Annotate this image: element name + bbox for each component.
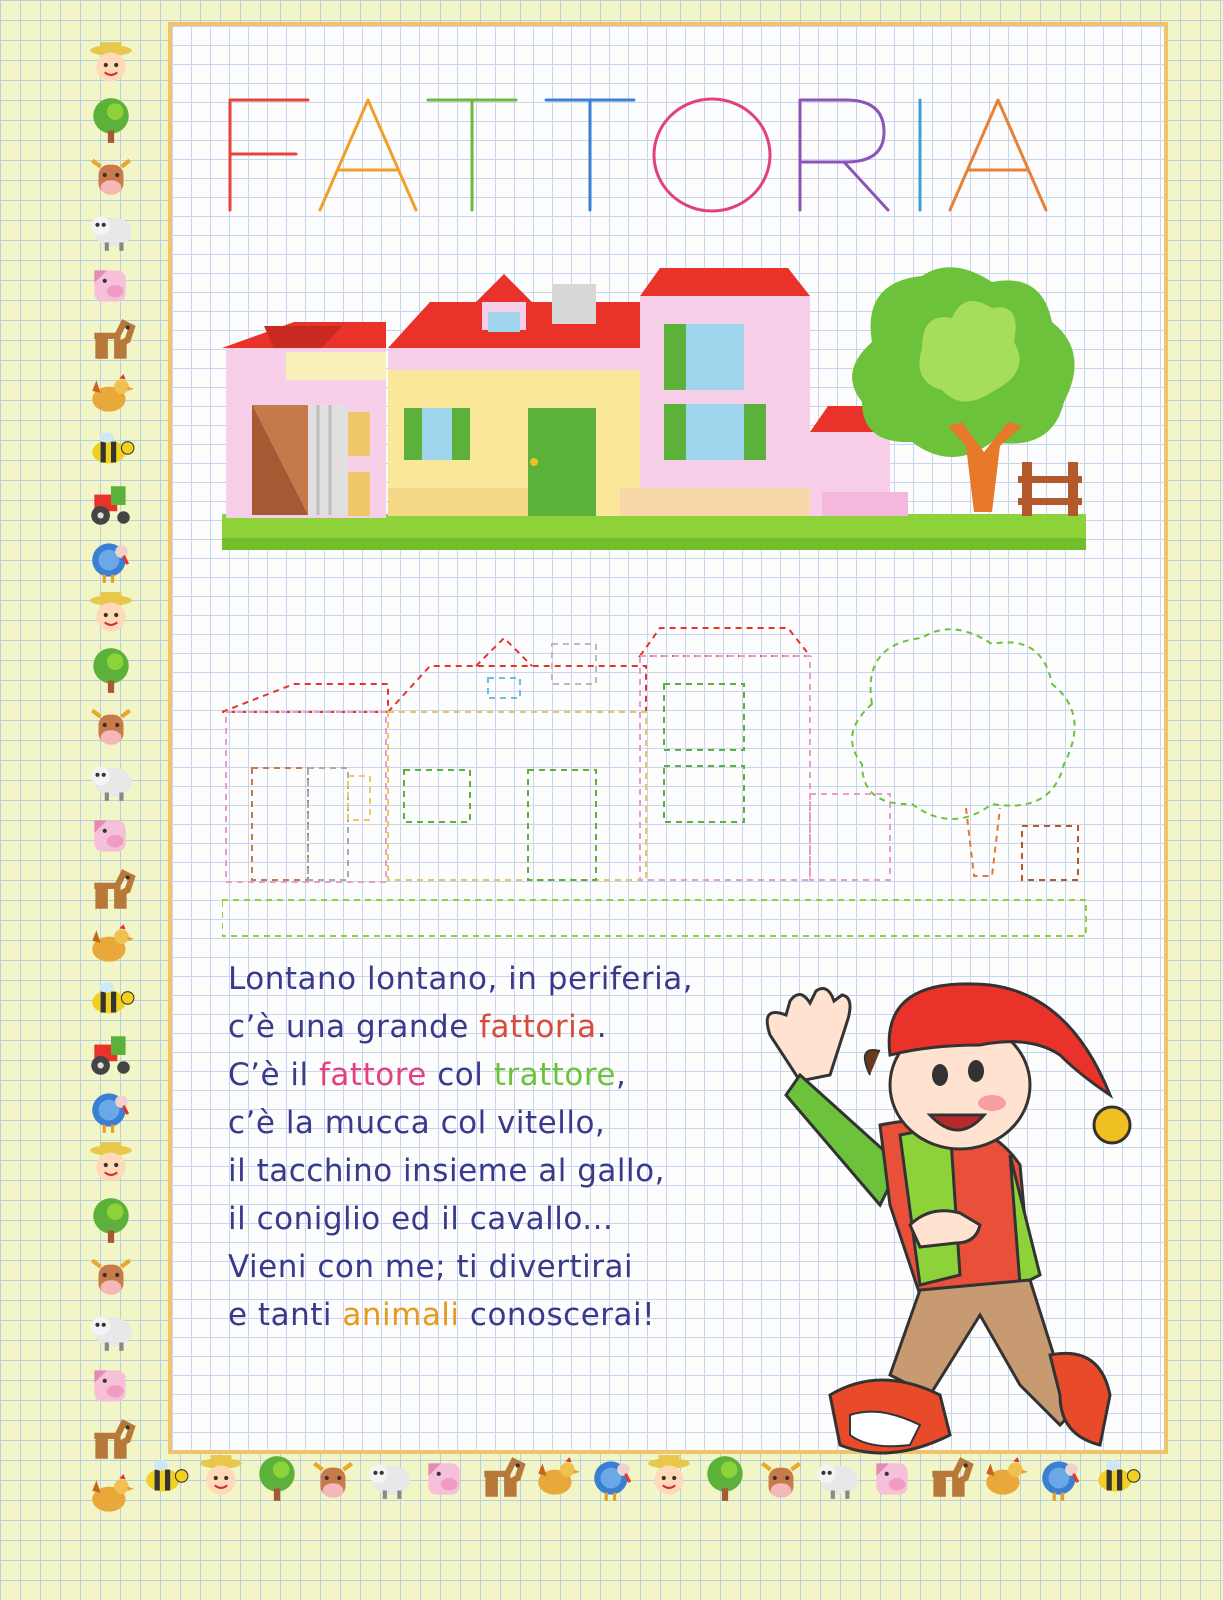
highlighted-word: fattoria xyxy=(479,1009,597,1045)
title-letter-f xyxy=(230,100,308,210)
poem-text: Vieni con me; ti divertirai xyxy=(228,1249,634,1285)
title-letter-a xyxy=(320,100,416,210)
pig-icon xyxy=(868,1453,918,1503)
sheep-icon xyxy=(86,205,136,255)
fence xyxy=(1018,462,1082,516)
bottom-animal-border xyxy=(140,1445,1150,1525)
trace-grass xyxy=(222,900,1086,936)
tree-icon xyxy=(700,1453,750,1503)
sheep-icon xyxy=(86,1305,136,1355)
sheep-icon xyxy=(812,1453,862,1503)
main-house xyxy=(388,274,646,516)
turkey-icon xyxy=(86,1085,136,1135)
farmer-icon xyxy=(86,40,136,90)
tractor-icon xyxy=(86,1030,136,1080)
cow-icon xyxy=(86,150,136,200)
title-fattoria xyxy=(220,92,1070,222)
highlighted-word: animali xyxy=(342,1297,460,1333)
title-letter-t2 xyxy=(546,100,634,210)
bee-icon xyxy=(1092,1453,1142,1503)
turkey-icon xyxy=(588,1453,638,1503)
tractor-icon xyxy=(86,480,136,530)
farmer-icon xyxy=(86,1140,136,1190)
poem-text: , xyxy=(616,1057,627,1093)
tall-house xyxy=(620,268,810,516)
tree-icon xyxy=(86,95,136,145)
left-animal-border xyxy=(82,40,144,1530)
poem-text: il tacchino insieme al gallo, xyxy=(228,1153,665,1189)
bee-icon xyxy=(86,975,136,1025)
highlighted-word: trattore xyxy=(493,1057,616,1093)
sheep-icon xyxy=(364,1453,414,1503)
farmer-icon xyxy=(644,1453,694,1503)
poem-text: c’è una grande xyxy=(228,1009,480,1045)
turkey-icon xyxy=(86,535,136,585)
rooster-icon xyxy=(86,1470,136,1520)
poem-text: . xyxy=(596,1009,608,1045)
poem-text: il coniglio ed il cavallo... xyxy=(228,1201,614,1237)
pig-icon xyxy=(86,1360,136,1410)
cow-icon xyxy=(756,1453,806,1503)
farm-illustration xyxy=(222,262,1088,580)
horse-icon xyxy=(86,1415,136,1465)
tree-icon xyxy=(86,645,136,695)
horse-icon xyxy=(86,315,136,365)
sheep-icon xyxy=(86,755,136,805)
title-letter-r xyxy=(800,100,888,210)
pig-icon xyxy=(86,260,136,310)
rooster-icon xyxy=(86,920,136,970)
horse-icon xyxy=(86,865,136,915)
tree-icon xyxy=(252,1453,302,1503)
farmer-icon xyxy=(196,1453,246,1503)
title-letter-o xyxy=(654,99,770,211)
cow-icon xyxy=(308,1453,358,1503)
highlighted-word: fattore xyxy=(319,1057,427,1093)
poem-text: Lontano lontano, in periferia, xyxy=(228,961,694,997)
bee-icon xyxy=(86,425,136,475)
cow-icon xyxy=(86,700,136,750)
cow-icon xyxy=(86,1250,136,1300)
poem-text: c’è la mucca col vitello, xyxy=(228,1105,606,1141)
turkey-icon xyxy=(1036,1453,1086,1503)
horse-icon xyxy=(924,1453,974,1503)
title-letter-t1 xyxy=(428,100,516,210)
cartoon-gnome-boy xyxy=(730,975,1140,1480)
poem-text: col xyxy=(426,1057,494,1093)
rooster-icon xyxy=(86,370,136,420)
tree-icon xyxy=(86,1195,136,1245)
title-letter-a2 xyxy=(950,100,1046,210)
poem-text: conoscerai! xyxy=(459,1297,656,1333)
farmer-icon xyxy=(86,590,136,640)
poem-text: e tanti xyxy=(228,1297,343,1333)
horse-icon xyxy=(476,1453,526,1503)
rooster-icon xyxy=(532,1453,582,1503)
barn xyxy=(222,322,386,518)
poem-text: C’è il xyxy=(228,1057,320,1093)
rooster-icon xyxy=(980,1453,1030,1503)
tracing-exercise xyxy=(222,620,1088,940)
bee-icon xyxy=(140,1453,190,1503)
pig-icon xyxy=(86,810,136,860)
pig-icon xyxy=(420,1453,470,1503)
